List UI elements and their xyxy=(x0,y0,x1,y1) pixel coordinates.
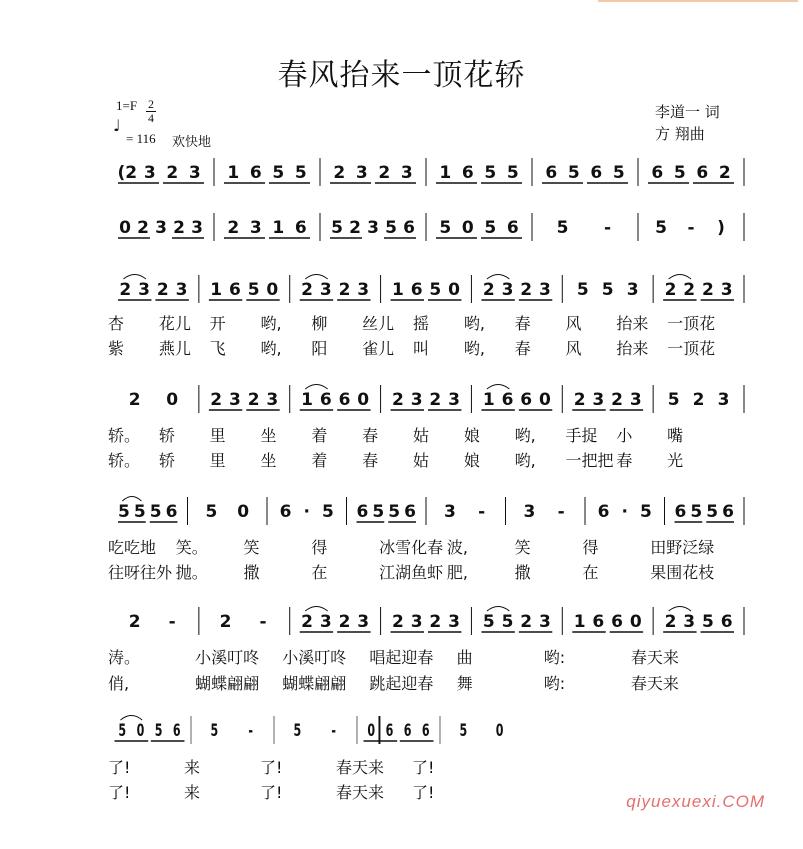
slur-arc xyxy=(305,275,327,280)
lyric-line-v2 xyxy=(108,560,748,582)
lyric-word: 哟, xyxy=(514,426,536,445)
note: 6 xyxy=(720,612,733,632)
note: 5 xyxy=(673,163,686,183)
lyric-word: 波, xyxy=(446,538,468,557)
note: 0 xyxy=(629,612,642,632)
note: 6 xyxy=(403,218,415,238)
lyric-word: 春天来 xyxy=(630,648,679,667)
note: 2 xyxy=(227,218,240,238)
lyric-word: 了! xyxy=(108,783,131,802)
note: 6 xyxy=(651,163,664,183)
score-row-svg xyxy=(108,383,744,423)
lyric-line-v2 xyxy=(108,336,748,358)
lyric-word: 春 xyxy=(514,314,531,333)
note: 3 xyxy=(355,163,368,183)
lyric-word: 田野泛绿 xyxy=(650,538,715,557)
time-top: 2 xyxy=(148,97,154,111)
lyric-word: 哟: xyxy=(543,674,566,693)
note: 0 xyxy=(357,390,370,410)
note: 1 xyxy=(301,390,313,410)
note: 5 xyxy=(149,502,162,522)
score-row xyxy=(108,156,744,196)
note: 5 xyxy=(118,502,130,522)
lyric-word: 燕儿 xyxy=(158,339,191,358)
note: 5 xyxy=(247,280,260,300)
lyric-word: 姑 xyxy=(413,426,430,445)
lyric-word: 哟, xyxy=(260,339,282,358)
lyric-line-v1 xyxy=(108,645,748,667)
lyric-word: 叫 xyxy=(413,339,430,358)
lyric-word: 蝴蝶翩翩 xyxy=(195,674,260,693)
note: 6 xyxy=(294,218,307,238)
lyric-word: 小 xyxy=(616,426,633,445)
lyric-word: 春天来 xyxy=(336,783,385,802)
lyric-word: 飞 xyxy=(209,339,226,358)
lyric-word: 冰雪化春 xyxy=(379,538,444,557)
score-row-svg xyxy=(108,211,744,251)
lyric-word: 丝儿 xyxy=(362,314,395,333)
note: 2 xyxy=(210,390,223,410)
note: 6 xyxy=(545,163,558,183)
note: 0 xyxy=(539,390,551,410)
note: 3 xyxy=(448,390,460,410)
note: 2 xyxy=(664,280,677,300)
lyric-line-v2 xyxy=(108,448,748,470)
note: 6 xyxy=(319,390,332,410)
slur-arc xyxy=(120,716,142,721)
lyric-word: 紫 xyxy=(108,339,125,358)
note: 3 xyxy=(357,280,370,300)
lyric-word: 了! xyxy=(260,758,283,777)
note: 1 xyxy=(272,218,285,238)
lyric-word: 唱起迎春 xyxy=(369,648,434,667)
lyric-word: 手捉 xyxy=(565,426,598,445)
note: 5 xyxy=(294,163,307,183)
note: 0 xyxy=(461,218,474,238)
note: 6 xyxy=(501,390,514,410)
lyric-word: 小溪叮咚 xyxy=(195,648,260,667)
note: 1 xyxy=(392,280,404,300)
note: 6 xyxy=(249,163,262,183)
lyric-word: 坐 xyxy=(260,426,277,445)
lyric-word: 嘴 xyxy=(667,426,684,445)
note: 3 xyxy=(626,280,639,300)
note: 3 xyxy=(443,502,456,522)
lyric-word: 撒 xyxy=(243,563,260,582)
note: 6 xyxy=(385,721,394,741)
note: 5 xyxy=(612,163,625,183)
note: 2 xyxy=(702,280,714,300)
score-row-svg xyxy=(108,605,744,645)
note: 6 xyxy=(165,502,178,522)
note: 5 xyxy=(702,612,714,632)
note: 2 xyxy=(173,218,185,238)
note: 3 xyxy=(720,280,733,300)
lyric-line-v1 xyxy=(108,755,748,777)
lyric-word: 肥, xyxy=(446,563,468,582)
note: 5 xyxy=(576,280,589,300)
note: 2 xyxy=(520,280,533,300)
slur-arc xyxy=(669,275,691,280)
note: 3 xyxy=(629,390,642,410)
top-decoration xyxy=(598,0,798,2)
note: 3 xyxy=(357,612,370,632)
note: - xyxy=(248,721,253,741)
lyric-word: 曲 xyxy=(456,648,473,667)
note: - xyxy=(557,502,565,522)
note: 5 xyxy=(556,218,569,238)
note: 3 xyxy=(400,163,413,183)
note: 3 xyxy=(501,280,514,300)
note: 5 xyxy=(706,502,719,522)
note: 2 xyxy=(392,390,404,410)
note: 2 xyxy=(573,390,586,410)
slur-arc xyxy=(487,385,509,390)
note: 5 xyxy=(154,721,163,741)
lyric-word: 哟, xyxy=(514,451,536,470)
song-title: 春风抬来一顶花轿 xyxy=(277,58,526,93)
lyric-word: 开 xyxy=(209,314,226,333)
note: 2 xyxy=(301,612,313,632)
note: 2 xyxy=(137,218,149,238)
lyric-word: 抬来 xyxy=(616,339,649,358)
note: 6 xyxy=(597,502,610,522)
note: 6 xyxy=(590,163,603,183)
lyric-word: 得 xyxy=(311,538,328,557)
note: 3 xyxy=(319,612,332,632)
note: 2 xyxy=(128,612,141,632)
lyric-word: 哟, xyxy=(463,314,485,333)
lyric-word: 坐 xyxy=(260,451,277,470)
note: 5 xyxy=(690,502,703,522)
note: 1 xyxy=(482,390,495,410)
lyric-word: 舞 xyxy=(456,674,473,693)
note: 6 xyxy=(404,502,416,522)
lyric-word: 柳 xyxy=(311,314,328,333)
lyric-word: 一顶花 xyxy=(667,339,716,358)
lyric-line-v1 xyxy=(108,535,748,557)
lyric-word: 了! xyxy=(108,758,131,777)
note: 6 xyxy=(410,280,423,300)
note: 3 xyxy=(191,218,203,238)
note: 6 xyxy=(592,612,605,632)
lyric-word: 一把把 xyxy=(565,451,614,470)
slur-arc xyxy=(305,607,327,612)
score-row xyxy=(108,714,523,754)
score-row-svg xyxy=(108,273,744,313)
score-row xyxy=(108,211,744,251)
note: 5 xyxy=(482,612,495,632)
lyric-word: 小溪叮咚 xyxy=(282,648,347,667)
note: · xyxy=(621,502,628,522)
note: 3 xyxy=(410,390,423,410)
lyric-word: 春 xyxy=(514,339,531,358)
note: 2 xyxy=(611,390,623,410)
slur-arc xyxy=(669,607,691,612)
note: 6 xyxy=(461,163,474,183)
note: 6 xyxy=(279,502,292,522)
lyric-word: 了! xyxy=(412,783,435,802)
note: 3 xyxy=(367,218,379,238)
note: 5 xyxy=(501,612,514,632)
note: 3 xyxy=(717,390,730,410)
lyric-word: 阳 xyxy=(311,339,328,358)
lyric-word: 里 xyxy=(209,451,226,470)
lyric-word: 春 xyxy=(362,451,379,470)
lyric-word: 抛。 xyxy=(175,563,208,582)
slur-arc xyxy=(487,607,509,612)
note: 3 xyxy=(188,163,201,183)
note: 0 xyxy=(237,502,250,522)
lyric-word: 哟, xyxy=(260,314,282,333)
lyric-word: 风 xyxy=(565,314,582,333)
note: 5 xyxy=(133,502,146,522)
note: 3 xyxy=(448,612,460,632)
note: 3 xyxy=(539,612,551,632)
note: 5 xyxy=(667,390,680,410)
note: - xyxy=(478,502,486,522)
note: 6 xyxy=(506,218,519,238)
lyric-word: 杏 xyxy=(108,314,125,333)
lyric-word: 撒 xyxy=(514,563,531,582)
quarter-note-icon: ♩ xyxy=(113,116,121,135)
note: 3 xyxy=(229,390,241,410)
note: 0 xyxy=(266,280,279,300)
note: 1 xyxy=(227,163,240,183)
score-row-svg xyxy=(108,156,744,196)
lyricist-credit: 李道一 词 xyxy=(655,103,720,121)
lyric-word: 了! xyxy=(412,758,435,777)
note: 5 xyxy=(210,721,219,741)
slur-arc xyxy=(305,385,327,390)
lyric-word: 光 xyxy=(667,451,684,470)
lyric-word: 姑 xyxy=(413,451,430,470)
slur-arc xyxy=(123,275,145,280)
lyric-word: 来 xyxy=(184,758,201,777)
note: 1 xyxy=(573,612,586,632)
lyric-word: 风 xyxy=(565,339,582,358)
score-row xyxy=(108,495,744,535)
note: 6 xyxy=(696,163,709,183)
lyric-word: 俏, xyxy=(108,674,130,693)
slur-arc xyxy=(487,275,509,280)
lyric-line-v1 xyxy=(108,423,748,445)
note: - xyxy=(168,612,176,632)
note: - xyxy=(259,612,267,632)
note: - xyxy=(687,218,695,238)
lyric-word: 哟, xyxy=(463,339,485,358)
lyric-word: 娘 xyxy=(463,426,480,445)
lyric-word: 得 xyxy=(582,538,599,557)
note: 2 xyxy=(429,612,442,632)
note: 3 xyxy=(138,280,150,300)
lyric-word: 涛。 xyxy=(108,648,141,667)
note: 2 xyxy=(338,280,351,300)
note: 6 xyxy=(611,612,623,632)
note: - xyxy=(331,721,336,741)
note: 5 xyxy=(655,218,667,238)
note: 2 xyxy=(664,612,677,632)
note: 5 xyxy=(388,502,401,522)
lyric-word: 在 xyxy=(311,563,328,582)
note: 6 xyxy=(172,721,181,741)
note: 6 xyxy=(722,502,734,522)
note: 5 xyxy=(272,163,285,183)
note: 0 xyxy=(119,218,131,238)
lyric-word: 笑。 xyxy=(175,538,208,557)
lyric-word: 春天来 xyxy=(630,674,679,693)
lyric-word: 里 xyxy=(209,426,226,445)
note: 3 xyxy=(683,612,696,632)
watermark: qiyuexuexi.COM xyxy=(626,792,765,811)
lyric-word: 抬来 xyxy=(616,314,649,333)
note: 0 xyxy=(166,390,179,410)
lyric-word: 轿 xyxy=(158,426,175,445)
lyric-word: 娘 xyxy=(463,451,480,470)
note: 0 xyxy=(495,721,504,741)
lyric-line-v2 xyxy=(108,671,748,693)
note: 3 xyxy=(155,218,167,238)
lyric-word: 轿。 xyxy=(108,451,141,470)
lyric-word: 跳起迎春 xyxy=(369,674,434,693)
note: 2 xyxy=(349,218,361,238)
time-signature xyxy=(145,98,157,125)
lyric-word: 果围花枝 xyxy=(650,563,715,582)
note: · xyxy=(303,502,310,522)
note: 5 xyxy=(429,280,442,300)
note: 3 xyxy=(592,390,605,410)
score-row xyxy=(108,273,744,313)
note: 2 xyxy=(119,280,132,300)
note: 2 xyxy=(378,163,391,183)
note: 5 xyxy=(385,218,397,238)
note: 0 xyxy=(448,280,460,300)
note: - xyxy=(603,218,612,238)
note: 2 xyxy=(429,390,442,410)
note: 2 xyxy=(166,163,179,183)
note: 6 xyxy=(356,502,369,522)
note: 5 xyxy=(484,163,497,183)
note: 6 xyxy=(421,721,430,741)
lyric-word: 江湖鱼虾 xyxy=(379,563,444,582)
note: 3 xyxy=(539,280,551,300)
note: 0 xyxy=(136,721,145,741)
note: 6 xyxy=(229,280,241,300)
note: 2 xyxy=(247,390,260,410)
note: 5 xyxy=(205,502,218,522)
time-bottom: 4 xyxy=(148,111,154,125)
note: (2 xyxy=(117,163,138,183)
lyric-word: 摇 xyxy=(413,314,430,333)
note: 3 xyxy=(175,280,188,300)
note: 5 xyxy=(567,163,580,183)
note: 2 xyxy=(520,612,533,632)
lyric-word: 往呀往外 xyxy=(108,563,173,582)
lyric-word: 着 xyxy=(311,451,328,470)
tempo-mark: 欢快地 xyxy=(172,135,212,150)
note: 2 xyxy=(392,612,404,632)
note: 5 xyxy=(439,218,452,238)
note: 5 xyxy=(372,502,385,522)
tempo-value: = 116 xyxy=(126,131,156,146)
lyric-word: 雀儿 xyxy=(362,339,395,358)
score-row-svg xyxy=(108,714,523,754)
note: 6 xyxy=(403,721,412,741)
note: 5 xyxy=(331,218,343,238)
note: 5 xyxy=(293,721,302,741)
note: 5 xyxy=(459,721,468,741)
note: 3 xyxy=(319,280,332,300)
slur-arc xyxy=(122,497,141,502)
note: 2 xyxy=(156,280,169,300)
lyric-word: 笑 xyxy=(514,538,531,557)
lyric-word: 春 xyxy=(616,451,633,470)
note: 2 xyxy=(219,612,232,632)
note: 5 xyxy=(118,721,127,741)
score-row xyxy=(108,383,744,423)
lyric-word: 一顶花 xyxy=(667,314,716,333)
lyric-word: 轿 xyxy=(158,451,175,470)
lyric-line-v1 xyxy=(108,311,748,333)
note: 5 xyxy=(639,502,652,522)
score-row xyxy=(108,605,744,645)
note: 2 xyxy=(692,390,705,410)
note: 2 xyxy=(718,163,731,183)
lyric-word: 来 xyxy=(184,783,201,802)
lyric-word: 着 xyxy=(311,426,328,445)
composer-credit: 方 翔曲 xyxy=(655,125,705,143)
note: 3 xyxy=(266,390,279,410)
note: 2 xyxy=(338,612,351,632)
lyric-word: 哟: xyxy=(543,648,566,667)
note: 1 xyxy=(439,163,452,183)
lyric-word: 在 xyxy=(582,563,599,582)
lyric-word: 花儿 xyxy=(158,314,191,333)
note: ) xyxy=(717,218,725,238)
note: 5 xyxy=(506,163,519,183)
lyric-word: 春 xyxy=(362,426,379,445)
note: 2 xyxy=(482,280,495,300)
lyric-word: 春天来 xyxy=(336,758,385,777)
lyric-word: 蝴蝶翩翩 xyxy=(282,674,347,693)
score-row-svg xyxy=(108,495,744,535)
note: 3 xyxy=(143,163,156,183)
note: 6 xyxy=(520,390,533,410)
note: 2 xyxy=(128,390,141,410)
lyric-word: 吃吃地 xyxy=(108,538,157,557)
note: 6 xyxy=(338,390,351,410)
note: 1 xyxy=(210,280,223,300)
note: 2 xyxy=(683,280,696,300)
note: 0 xyxy=(367,721,376,741)
lyric-word: 轿。 xyxy=(108,426,141,445)
lyric-word: 了! xyxy=(260,783,283,802)
note: 5 xyxy=(321,502,334,522)
lyric-word: 笑 xyxy=(243,538,260,557)
note: 2 xyxy=(301,280,313,300)
note: 3 xyxy=(523,502,536,522)
note: 2 xyxy=(333,163,346,183)
note: 5 xyxy=(484,218,497,238)
key-signature: 1=F xyxy=(116,98,138,113)
note: 3 xyxy=(410,612,423,632)
note: 6 xyxy=(674,502,687,522)
note: 5 xyxy=(601,280,614,300)
note: 3 xyxy=(249,218,262,238)
